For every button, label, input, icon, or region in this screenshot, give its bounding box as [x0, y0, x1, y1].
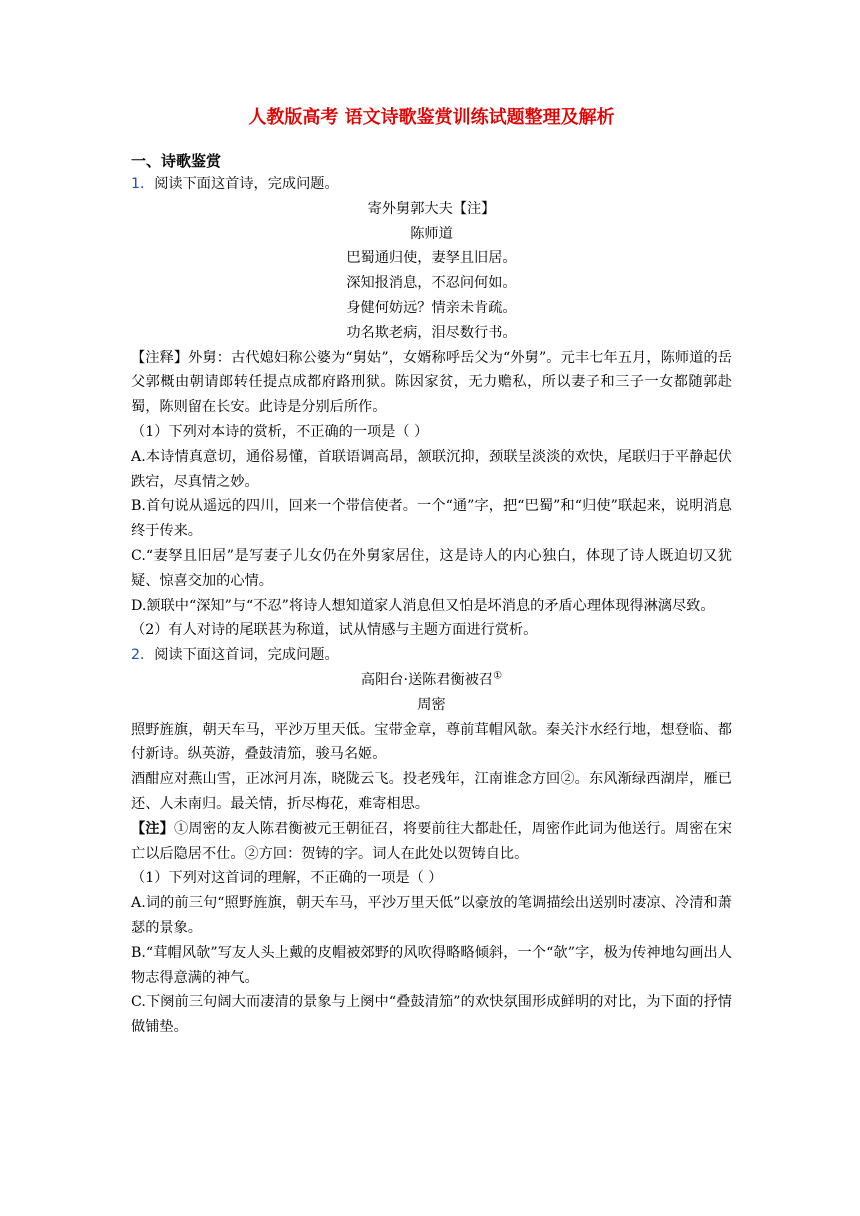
poem-title-text: 高阳台·送陈君衡被召	[360, 671, 494, 688]
option-a: A.本诗情真意切，通俗易懂，首联语调高昂，颔联沉抑，颈联呈淡淡的欢快，尾联归于平静起伏跌宕，尽真情之妙。	[131, 448, 732, 490]
poem-title: 寄外舅郭大夫【注】	[367, 200, 496, 217]
poem-line: 深知报消息，不忍问何如。	[346, 275, 517, 292]
sub-question-1: （1）下列对这首词的理解，不正确的一项是（ ）	[131, 870, 443, 887]
poem-line: 身健何妨远？情亲未肯疏。	[346, 299, 517, 316]
poem-stanza-1: 照野旌旗，朝天车马，平沙万里天低。宝带金章，尊前茸帽风欹。秦关汴水经行地，想登临、都付新诗。纵英游，叠鼓清笳，骏马名姬。	[131, 721, 732, 763]
option-c: C.“妻孥且旧居”是写妻子儿女仍在外舅家居住，这是诗人的内心独白，体现了诗人既迫切又犹疑、惊喜交加的心情。	[131, 547, 732, 589]
poem-author: 陈师道	[410, 225, 453, 242]
option-d: D.颔联中“深知”与“不忍”将诗人想知道家人消息但又怕是坏消息的矛盾心理体现得淋漓尽致。	[131, 597, 715, 614]
option-b: B.“茸帽风欹”写友人头上戴的皮帽被郊野的风吹得略略倾斜，一个“欹”字，极为传神地勾画出人物志得意满的神气。	[131, 944, 732, 986]
question-1-prompt	[131, 172, 732, 197]
poem-note	[131, 346, 732, 420]
section-heading: 一、诗歌鉴赏	[131, 152, 222, 170]
question-number: 1．	[131, 176, 155, 192]
poem-title	[131, 668, 732, 693]
question-number: 2．	[131, 647, 155, 664]
poem-line: 巴蜀通归使，妻孥且旧居。	[346, 250, 517, 267]
question-2-prompt	[131, 643, 732, 668]
document-title: 人教版高考 语文诗歌鉴赏训练试题整理及解析	[248, 107, 615, 128]
question-prompt-text: 阅读下面这首诗，完成问题。	[154, 176, 339, 192]
footnote-mark: ①	[493, 670, 503, 682]
option-b: B.首句说从遥远的四川，回来一个带信使者。一个“通”字，把“巴蜀”和“归使”联起来，说明消息终于传来。	[131, 498, 732, 540]
note-text: 外舅：古代媳妇称公婆为“舅姑”，女婿称呼岳父为“外舅”。元丰七年五月，陈师道的岳父郭概由朝请郎转任提点成都府路刑狱。陈因家贫，无力赡私，所以妻子和三子一女都随郭赴蜀，陈则留在长安。此诗是分别后所作。	[131, 349, 732, 416]
poem-note	[131, 817, 732, 867]
poem-line: 功名欺老病，泪尽数行书。	[346, 324, 517, 341]
sub-question-1: （1）下列对本诗的赏析，不正确的一项是（ ）	[131, 423, 429, 440]
sub-question-2: （2）有人对诗的尾联甚为称道，试从情感与主题方面进行赏析。	[131, 622, 538, 639]
option-c: C.下阕前三句阔大而凄清的景象与上阕中“叠鼓清笳”的欢快氛围形成鲜明的对比，为下面的抒情做铺垫。	[131, 994, 732, 1036]
poem-author: 周密	[417, 696, 446, 713]
option-a: A.词的前三句“照野旌旗，朝天车马，平沙万里天低”以豪放的笔调描绘出送别时凄凉、冷清和萧瑟的景象。	[131, 895, 732, 936]
poem-stanza-2: 酒酣应对燕山雪，正冰河月冻，晓陇云飞。投老残年，江南谁念方回②。东风渐绿西湖岸，雁已还、人未南归。最关情，折尽梅花，难寄相思。	[131, 771, 732, 812]
question-prompt-text: 阅读下面这首词，完成问题。	[154, 647, 339, 664]
note-label: 【注】	[131, 820, 174, 837]
note-text: ①周密的友人陈君衡被元王朝征召，将要前往大都赴任，周密作此词为他送行。周密在宋亡以后隐居不仕。②方回：贺铸的字。词人在此处以贺铸自比。	[131, 820, 732, 862]
note-label: 【注释】	[131, 349, 189, 366]
